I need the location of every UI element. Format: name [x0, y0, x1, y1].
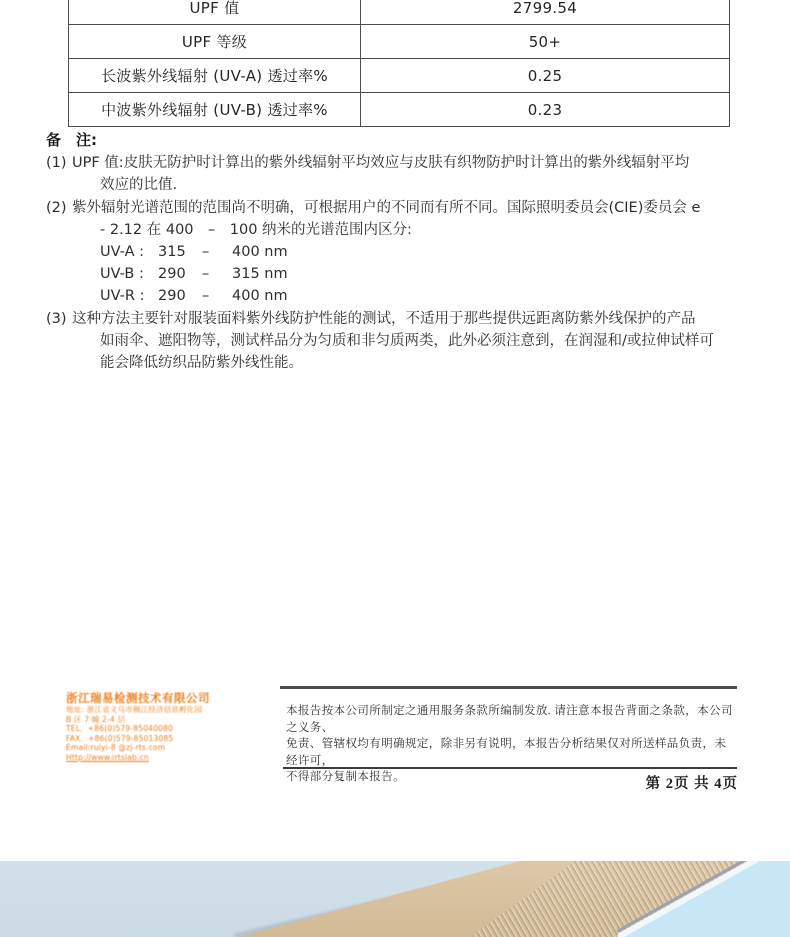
uv-from: 315 — [158, 244, 186, 260]
uv-band-ranges — [72, 241, 752, 307]
company-stamp — [66, 691, 236, 763]
table-row — [69, 59, 729, 93]
company-address-line2: B 区 7 幢 2-4 层 — [66, 714, 126, 724]
footer-rule-top — [280, 686, 737, 689]
note-item-2 — [46, 197, 752, 307]
disclaimer-line: 本报告按本公司所制定之通用服务条款所编制发放. 请注意本报告背面之条款，本公司之义务、 — [286, 705, 733, 734]
company-website: Http://www.irtslab.cn — [66, 752, 149, 762]
uv-range-row — [100, 285, 752, 307]
note-number: (1) — [46, 155, 67, 171]
uv-to: 400 nm — [232, 288, 288, 304]
uv-band: UV-B : — [100, 266, 144, 282]
row-label: UPF 等级 — [69, 25, 361, 58]
product-photo-strip — [0, 861, 790, 937]
uv-band: UV-R : — [100, 288, 145, 304]
note-item-3 — [46, 308, 752, 374]
note-text: 能会降低纺织品防紫外线性能。 — [100, 355, 303, 371]
note-text: 这种方法主要针对服装面料紫外线防护性能的测试，不适用于那些提供远距离防紫外线保护的产品 — [72, 311, 696, 327]
disclaimer-line: 免责、管辖权均有明确规定，除非另有说明，本报告分析结果仅对所送样品负责，未经许可， — [286, 738, 727, 767]
uv-dash: – — [202, 288, 210, 304]
note-text: 如雨伞、遮阳物等，测试样品分为匀质和非匀质两类，此外必须注意到，在润湿和/或拉伸试样可 — [100, 333, 714, 349]
row-label: 长波紫外线辐射 (UV-A) 透过率% — [69, 59, 361, 92]
note-text: - 2.12 在 400 – 100 纳米的光谱范围内区分: — [100, 222, 412, 238]
uv-to: 400 nm — [232, 244, 288, 260]
notes-section — [46, 129, 752, 374]
uv-range-row — [100, 263, 752, 285]
footer-rule-bottom — [283, 767, 737, 769]
table-row — [69, 25, 729, 59]
uv-range-row — [100, 241, 752, 263]
company-tel: TEL．+86(0)579-85040080 — [66, 724, 174, 734]
note-number: (3) — [46, 311, 67, 327]
uv-dash: – — [202, 244, 210, 260]
company-name: 浙江瑞易检测技术有限公司 — [66, 691, 210, 705]
company-email: Email:ruiyi-8 @zj-rts.com — [66, 743, 166, 753]
note-number: (2) — [46, 200, 67, 216]
note-text: UPF 值:皮肤无防护时计算出的紫外线辐射平均效应与皮肤有织物防护时计算出的紫外线辐射平均 — [72, 155, 690, 171]
table-row — [69, 0, 729, 25]
company-fax: FAX．+86(0)579-85013085 — [66, 733, 174, 743]
uv-dash: – — [202, 266, 210, 282]
upf-results-table — [68, 0, 730, 127]
uv-to: 315 nm — [232, 266, 288, 282]
table-row — [69, 93, 729, 126]
row-value: 0.25 — [527, 66, 563, 85]
uv-from: 290 — [158, 266, 186, 282]
row-value: 2799.54 — [512, 0, 578, 17]
row-value: 50+ — [528, 32, 562, 51]
note-item-1 — [46, 152, 752, 196]
company-address-line1: 地址: 浙江省义乌市稠江经济信息孵化园 — [66, 705, 203, 714]
page-number: 第 2页 共 4页 — [645, 776, 738, 792]
row-label: 中波紫外线辐射 (UV-B) 透过率% — [69, 93, 361, 126]
uv-band: UV-A : — [100, 244, 145, 260]
uv-from: 290 — [158, 288, 186, 304]
row-value: 0.23 — [527, 100, 563, 119]
note-text: 效应的比值. — [100, 177, 178, 193]
row-label: UPF 值 — [69, 0, 361, 24]
disclaimer-line: 不得部分复制本报告。 — [286, 771, 405, 783]
note-text: 紫外辐射光谱范围的范围尚不明确，可根据用户的不同而有所不同。国际照明委员会(CIE)委员会 e — [72, 200, 701, 216]
notes-heading: 备 注: — [46, 131, 97, 149]
